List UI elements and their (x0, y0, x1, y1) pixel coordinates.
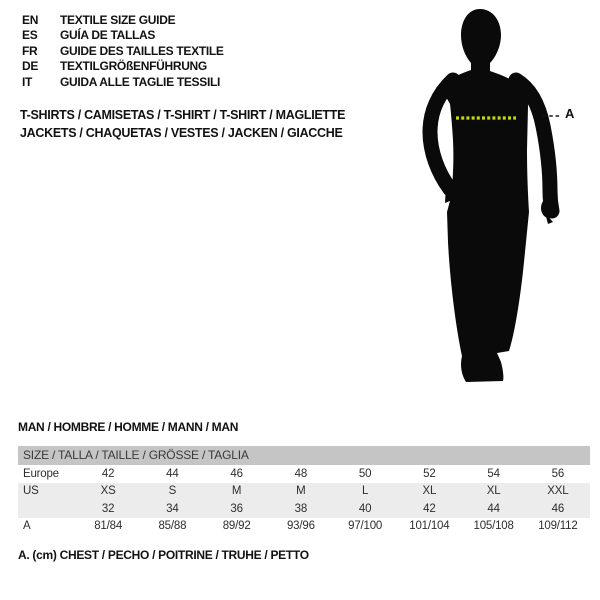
row-label: US (23, 485, 39, 498)
language-label: GUIDE DES TAILLES TEXTILE (60, 43, 224, 58)
language-row (22, 59, 224, 75)
table-cell: M (296, 485, 306, 498)
table-row-chest-a (18, 518, 590, 536)
table-cell: 40 (358, 502, 372, 515)
table-cell: XS (100, 485, 116, 498)
language-code: ES (22, 28, 38, 43)
man-silhouette (430, 9, 557, 382)
language-label: GUIDA ALLE TAGLIE TESSILI (60, 74, 221, 89)
table-cell: 93/96 (286, 520, 315, 533)
table-cell: 56 (551, 467, 565, 480)
table-cell: 97/100 (348, 520, 383, 533)
language-code: EN (22, 12, 39, 27)
table-cell: M (231, 485, 242, 498)
table-cell: XL (486, 485, 501, 498)
section-title-man: MAN / HOMBRE / HOMME / MANN / MAN (18, 420, 239, 434)
table-cell: 42 (423, 502, 436, 515)
table-cell: 44 (487, 502, 500, 515)
table-cell: 89/92 (222, 520, 251, 533)
row-label: Europe (23, 467, 59, 480)
row-label: A (23, 520, 31, 533)
measure-label-a: A (565, 106, 575, 121)
table-header-bar: SIZE / TALLA / TAILLE / GRÖSSE / TAGLIA (18, 446, 590, 465)
table-cell: 34 (166, 502, 179, 515)
table-cell: 44 (166, 467, 179, 480)
table-cell: 36 (230, 502, 243, 515)
table-cell: 46 (230, 467, 243, 480)
language-label: GUÍA DE TALLAS (60, 28, 156, 43)
table-cell: 85/88 (158, 520, 187, 533)
language-row (22, 74, 224, 90)
table-row-alt-size (18, 500, 590, 518)
category-line-jackets: JACKETS / CHAQUETAS / VESTES / JACKEN / GIACCHE (20, 125, 343, 140)
table-cell: 48 (294, 467, 308, 480)
table-cell: 52 (423, 467, 436, 480)
table-cell: 42 (101, 467, 115, 480)
language-row (22, 28, 224, 44)
table-cell: 109/112 (538, 520, 578, 533)
garment-categories (20, 107, 345, 142)
language-label: TEXTILE SIZE GUIDE (60, 12, 176, 27)
table-row-us (18, 483, 590, 501)
size-table (18, 446, 590, 535)
language-code: IT (22, 74, 33, 89)
table-row-europe (18, 465, 590, 483)
measurement-footnote: A. (cm) CHEST / PECHO / POITRINE / TRUHE / PETTO (18, 548, 309, 562)
category-line-tshirts: T-SHIRTS / CAMISETAS / T-SHIRT / T-SHIRT / MAGLIETTE (20, 108, 346, 122)
table-cell: 81/84 (94, 520, 123, 533)
table-cell: 46 (551, 502, 565, 515)
table-cell: XXL (547, 485, 569, 498)
language-code: DE (22, 59, 39, 74)
table-cell: S (168, 485, 177, 498)
language-list (22, 12, 224, 90)
language-row (22, 43, 224, 59)
language-label: TEXTILGRÖßENFÜHRUNG (60, 59, 207, 74)
table-cell: L (362, 485, 369, 498)
man-silhouette-figure (395, 0, 580, 400)
table-cell: XL (422, 485, 437, 498)
table-cell: 50 (358, 467, 372, 480)
language-code: FR (22, 43, 38, 58)
table-cell: 38 (294, 502, 308, 515)
table-cell: 32 (101, 502, 115, 515)
table-cell: 54 (487, 467, 500, 480)
table-cell: 105/108 (473, 520, 514, 533)
table-cell: 101/104 (409, 520, 450, 533)
language-row (22, 12, 224, 28)
